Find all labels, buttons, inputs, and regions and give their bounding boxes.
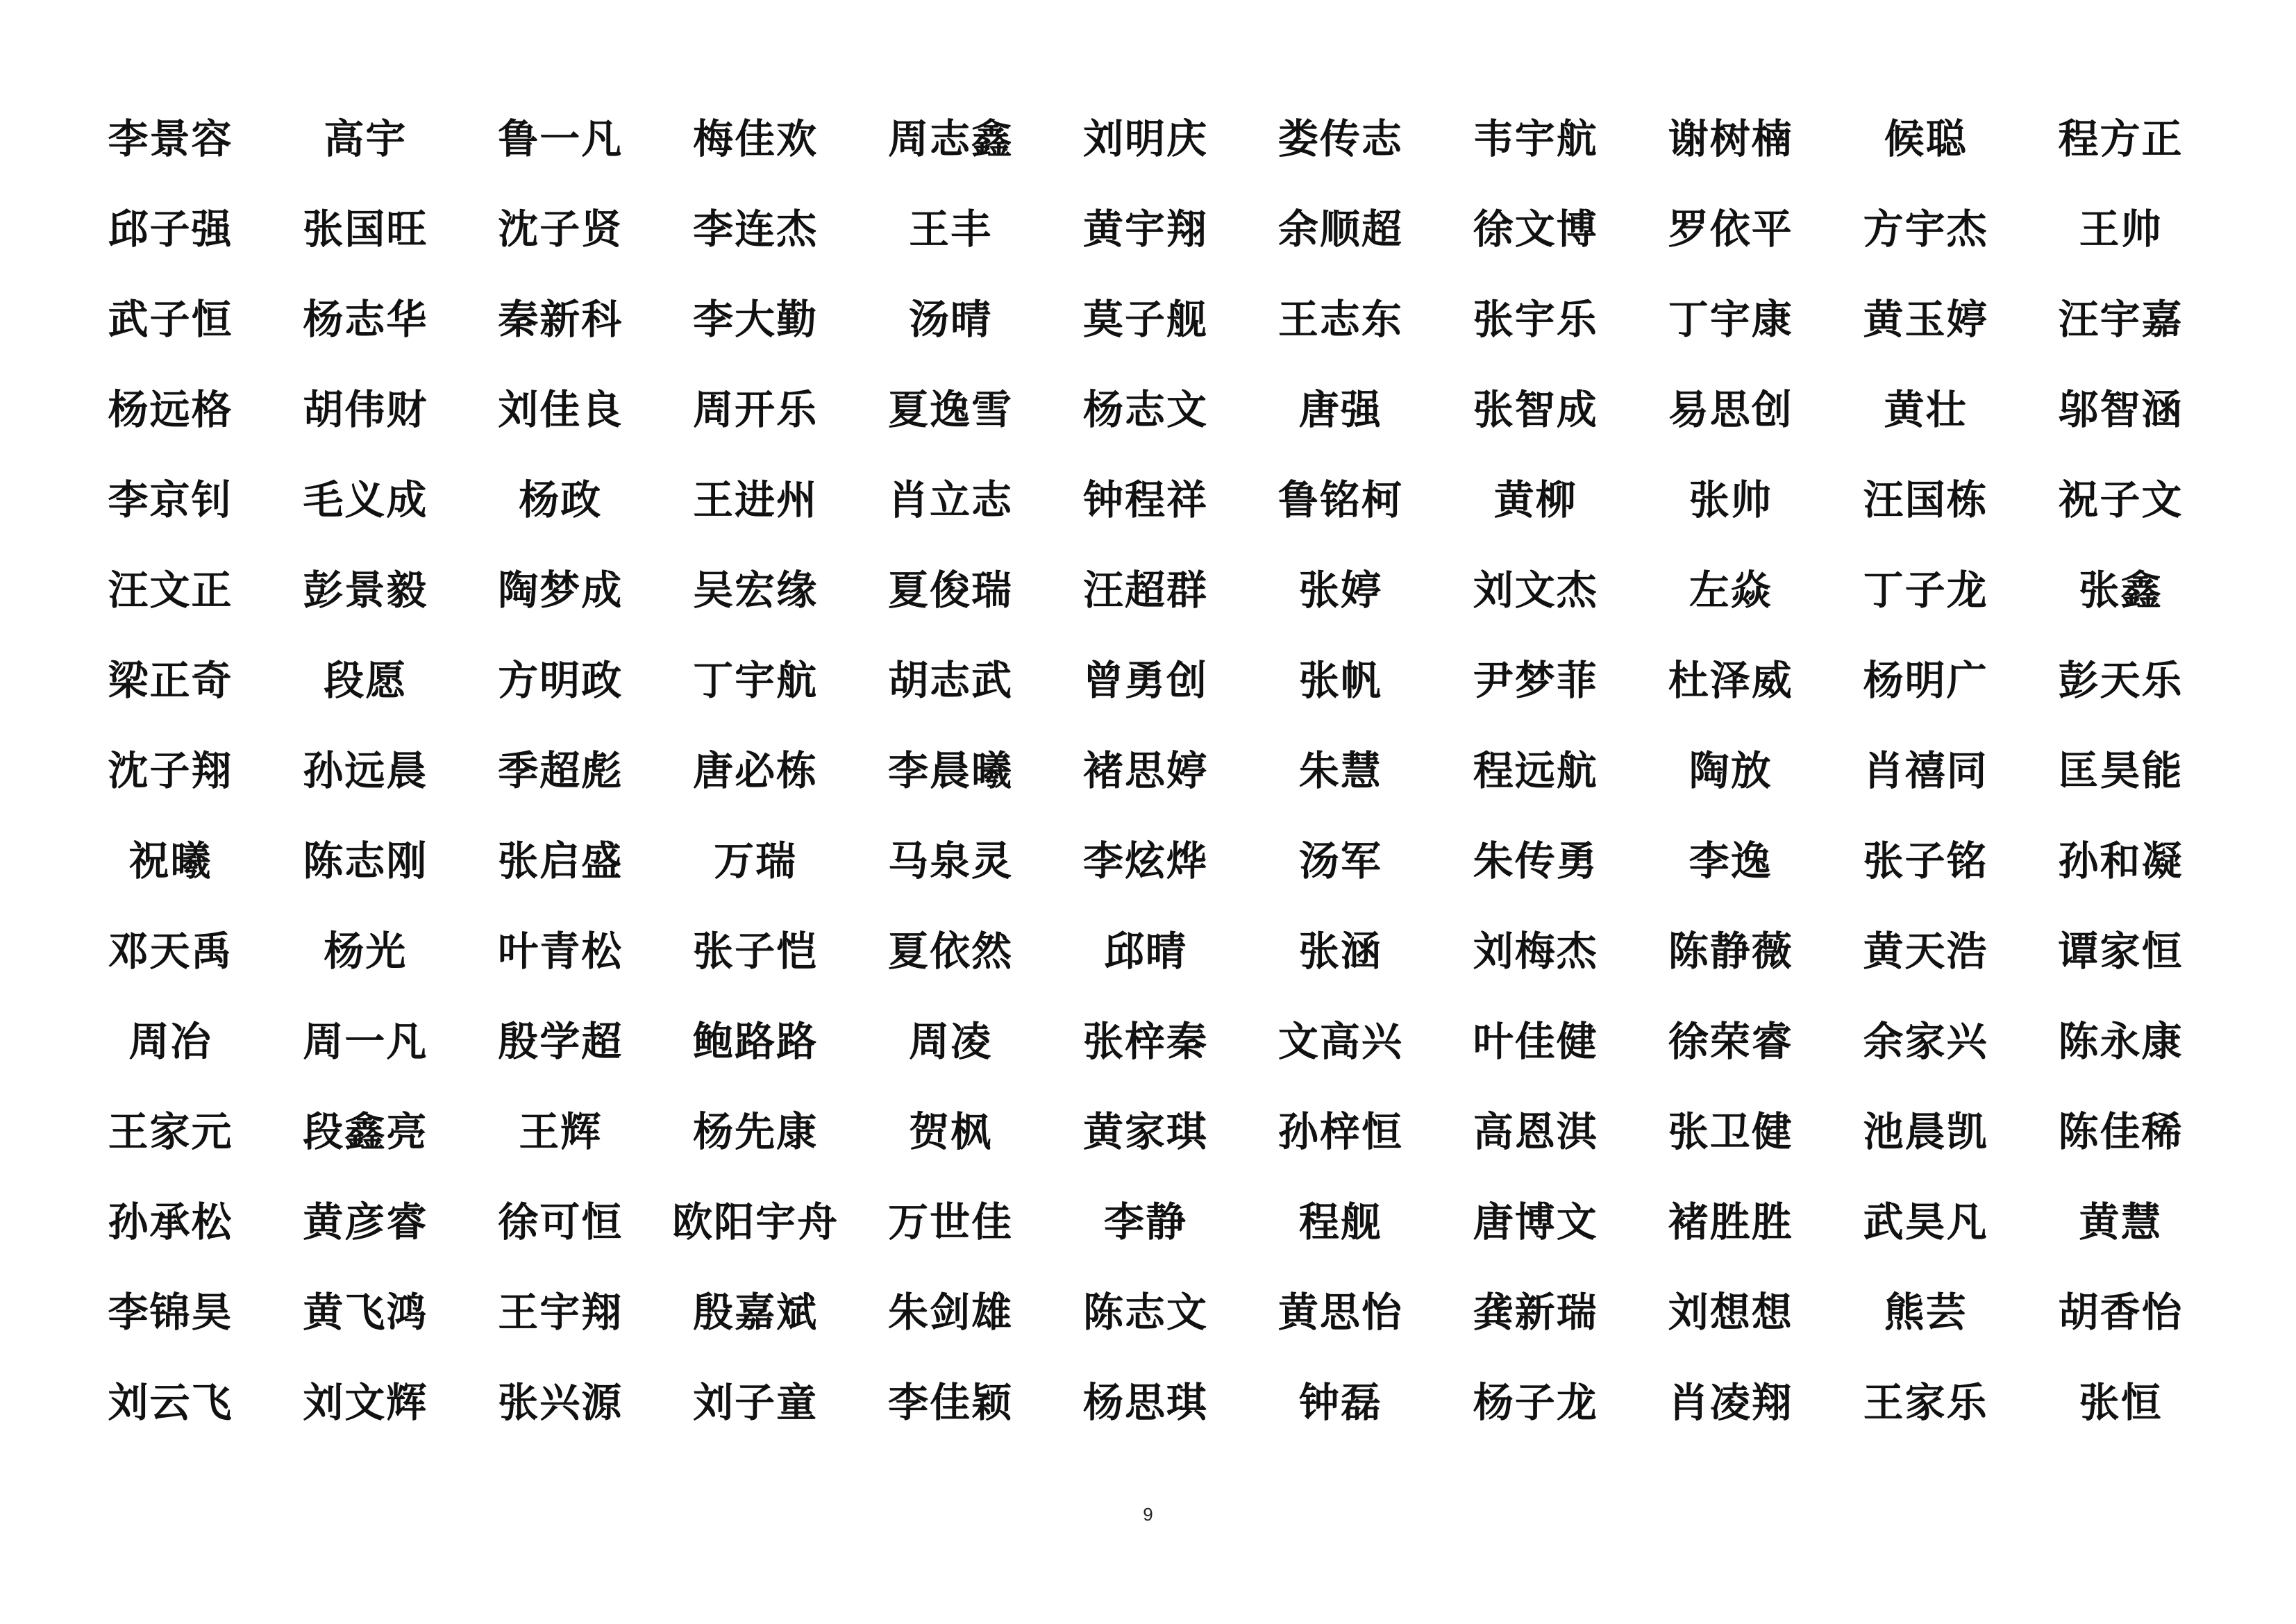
- name-cell: 黄柳: [1493, 476, 1577, 524]
- page-number: 9: [1143, 1504, 1153, 1525]
- name-cell: 汤军: [1298, 837, 1382, 885]
- name-cell: 刘梅杰: [1473, 928, 1598, 975]
- name-cell: 欧阳宇舟: [672, 1198, 839, 1246]
- name-cell: 谭家恒: [2058, 928, 2184, 975]
- name-cell: 程远航: [1473, 747, 1598, 794]
- name-cell: 张兴源: [498, 1379, 623, 1426]
- name-cell: 周志鑫: [888, 115, 1014, 162]
- name-cell: 杨子龙: [1473, 1379, 1598, 1426]
- name-cell: 方明政: [498, 657, 623, 704]
- name-cell: 熊芸: [1884, 1289, 1968, 1336]
- name-cell: 刘文杰: [1473, 567, 1598, 614]
- name-cell: 周一凡: [303, 1018, 428, 1065]
- name-cell: 丁宇航: [693, 657, 819, 704]
- name-cell: 刘云飞: [108, 1379, 233, 1426]
- name-cell: 毛义成: [303, 476, 428, 524]
- name-cell: 刘想想: [1668, 1289, 1793, 1336]
- name-cell: 钟程祥: [1082, 476, 1208, 524]
- name-cell: 匡昊能: [2058, 747, 2184, 794]
- name-cell: 鲍路路: [693, 1018, 819, 1065]
- names-table: [73, 90, 2218, 1444]
- name-cell: 唐必栋: [693, 747, 819, 794]
- name-cell: 鲁一凡: [498, 115, 623, 162]
- name-cell: 殷学超: [498, 1018, 623, 1065]
- name-cell: 朱传勇: [1473, 837, 1598, 885]
- name-cell: 祝曦: [128, 837, 212, 885]
- name-cell: 孙承松: [108, 1198, 233, 1246]
- name-cell: 朱慧: [1298, 747, 1382, 794]
- name-cell: 徐文博: [1473, 206, 1598, 253]
- name-cell: 易思创: [1668, 386, 1793, 433]
- name-cell: 钟磊: [1298, 1379, 1382, 1426]
- name-cell: 祝子文: [2058, 476, 2184, 524]
- name-cell: 邱子强: [108, 206, 233, 253]
- name-cell: 张帅: [1689, 476, 1773, 524]
- name-cell: 王家乐: [1863, 1379, 1988, 1426]
- name-cell: 万世佳: [888, 1198, 1014, 1246]
- name-cell: 左焱: [1689, 567, 1773, 614]
- name-cell: 黄彦睿: [303, 1198, 428, 1246]
- name-cell: 王辉: [519, 1108, 603, 1155]
- name-cell: 张宇乐: [1473, 296, 1598, 343]
- name-cell: 刘文辉: [303, 1379, 428, 1426]
- name-cell: 候聪: [1884, 115, 1968, 162]
- name-cell: 褚思婷: [1082, 747, 1208, 794]
- name-cell: 汪超群: [1082, 567, 1208, 614]
- name-cell: 胡香怡: [2058, 1289, 2184, 1336]
- name-cell: 丁子龙: [1863, 567, 1988, 614]
- name-cell: 张启盛: [498, 837, 623, 885]
- name-cell: 夏俊瑞: [888, 567, 1014, 614]
- name-cell: 万瑞: [714, 837, 798, 885]
- name-cell: 梁正奇: [108, 657, 233, 704]
- name-cell: 张智成: [1473, 386, 1598, 433]
- name-cell: 程舰: [1298, 1198, 1382, 1246]
- name-cell: 肖立志: [888, 476, 1014, 524]
- name-cell: 张涵: [1298, 928, 1382, 975]
- name-cell: 方宇杰: [1863, 206, 1988, 253]
- name-cell: 孙远晨: [303, 747, 428, 794]
- name-cell: 韦宇航: [1473, 115, 1598, 162]
- name-cell: 陈志文: [1082, 1289, 1208, 1336]
- name-cell: 周开乐: [693, 386, 819, 433]
- name-cell: 李逸: [1689, 837, 1773, 885]
- name-cell: 沈子贤: [498, 206, 623, 253]
- name-cell: 黄家琪: [1082, 1108, 1208, 1155]
- name-cell: 孙梓恒: [1277, 1108, 1403, 1155]
- name-cell: 汪文正: [108, 567, 233, 614]
- name-cell: 黄天浩: [1863, 928, 1988, 975]
- name-cell: 沈子翔: [108, 747, 233, 794]
- name-cell: 余顺超: [1277, 206, 1403, 253]
- name-cell: 黄玉婷: [1863, 296, 1988, 343]
- name-cell: 胡志武: [888, 657, 1014, 704]
- name-cell: 武子恒: [108, 296, 233, 343]
- name-cell: 程方正: [2058, 115, 2184, 162]
- name-cell: 李景容: [108, 115, 233, 162]
- name-cell: 杜泽威: [1668, 657, 1793, 704]
- name-cell: 王丰: [909, 206, 993, 253]
- name-cell: 马泉灵: [888, 837, 1014, 885]
- name-cell: 李锦昊: [108, 1289, 233, 1336]
- name-cell: 陶放: [1689, 747, 1773, 794]
- name-cell: 娄传志: [1277, 115, 1403, 162]
- name-cell: 杨远格: [108, 386, 233, 433]
- name-cell: 鲁铭柯: [1277, 476, 1403, 524]
- name-cell: 张卫健: [1668, 1108, 1793, 1155]
- name-cell: 刘子童: [693, 1379, 819, 1426]
- name-cell: 汤晴: [909, 296, 993, 343]
- name-cell: 朱剑雄: [888, 1289, 1014, 1336]
- name-cell: 徐可恒: [498, 1198, 623, 1246]
- name-cell: 陶梦成: [498, 567, 623, 614]
- name-cell: 罗依平: [1668, 206, 1793, 253]
- name-cell: 刘明庆: [1082, 115, 1208, 162]
- name-cell: 肖禧同: [1863, 747, 1988, 794]
- name-cell: 杨思琪: [1082, 1379, 1208, 1426]
- name-cell: 贺枫: [909, 1108, 993, 1155]
- name-cell: 张国旺: [303, 206, 428, 253]
- name-cell: 杨政: [519, 476, 603, 524]
- name-cell: 黄壮: [1884, 386, 1968, 433]
- name-cell: 张婷: [1298, 567, 1382, 614]
- name-cell: 李晨曦: [888, 747, 1014, 794]
- name-cell: 肖凌翔: [1668, 1379, 1793, 1426]
- name-cell: 李佳颖: [888, 1379, 1014, 1426]
- name-cell: 周凌: [909, 1018, 993, 1065]
- name-cell: 褚胜胜: [1668, 1198, 1793, 1246]
- name-cell: 杨明广: [1863, 657, 1988, 704]
- name-cell: 张鑫: [2079, 567, 2163, 614]
- name-cell: 夏依然: [888, 928, 1014, 975]
- name-cell: 黄慧: [2079, 1198, 2163, 1246]
- name-cell: 王志东: [1277, 296, 1403, 343]
- name-cell: 张帆: [1298, 657, 1382, 704]
- name-cell: 汪宇嘉: [2058, 296, 2184, 343]
- name-cell: 李连杰: [693, 206, 819, 253]
- name-cell: 彭景毅: [303, 567, 428, 614]
- name-cell: 孙和凝: [2058, 837, 2184, 885]
- name-cell: 梅佳欢: [693, 115, 819, 162]
- name-cell: 夏逸雪: [888, 386, 1014, 433]
- name-cell: 陈志刚: [303, 837, 428, 885]
- name-cell: 季超彪: [498, 747, 623, 794]
- name-cell: 陈佳稀: [2058, 1108, 2184, 1155]
- name-cell: 莫子舰: [1082, 296, 1208, 343]
- name-cell: 邓天禹: [108, 928, 233, 975]
- name-cell: 殷嘉斌: [693, 1289, 819, 1336]
- name-cell: 刘佳良: [498, 386, 623, 433]
- name-cell: 曾勇创: [1082, 657, 1208, 704]
- name-cell: 龚新瑞: [1473, 1289, 1598, 1336]
- name-cell: 彭天乐: [2058, 657, 2184, 704]
- name-cell: 唐强: [1298, 386, 1382, 433]
- name-cell: 尹梦菲: [1473, 657, 1598, 704]
- name-cell: 文高兴: [1277, 1018, 1403, 1065]
- name-cell: 秦新科: [498, 296, 623, 343]
- name-cell: 徐荣睿: [1668, 1018, 1793, 1065]
- name-cell: 叶佳健: [1473, 1018, 1598, 1065]
- name-cell: 王宇翔: [498, 1289, 623, 1336]
- name-cell: 黄飞鸿: [303, 1289, 428, 1336]
- name-cell: 胡伟财: [303, 386, 428, 433]
- name-cell: 王家元: [108, 1108, 233, 1155]
- name-cell: 汪国栋: [1863, 476, 1988, 524]
- name-cell: 邱晴: [1103, 928, 1187, 975]
- name-cell: 池晨凯: [1863, 1108, 1988, 1155]
- name-cell: 余家兴: [1863, 1018, 1988, 1065]
- name-cell: 陈静薇: [1668, 928, 1793, 975]
- name-cell: 杨志文: [1082, 386, 1208, 433]
- name-cell: 段鑫亮: [303, 1108, 428, 1155]
- name-cell: 高恩淇: [1473, 1108, 1598, 1155]
- name-cell: 黄宇翔: [1082, 206, 1208, 253]
- name-cell: 谢树楠: [1668, 115, 1793, 162]
- name-cell: 陈永康: [2058, 1018, 2184, 1065]
- name-cell: 杨志华: [303, 296, 428, 343]
- name-cell: 张子铭: [1863, 837, 1988, 885]
- name-cell: 王帅: [2079, 206, 2163, 253]
- name-cell: 高宇: [324, 115, 408, 162]
- name-cell: 叶青松: [498, 928, 623, 975]
- name-cell: 杨光: [324, 928, 408, 975]
- name-cell: 周冶: [128, 1018, 212, 1065]
- name-cell: 张子恺: [693, 928, 819, 975]
- name-cell: 王进州: [693, 476, 819, 524]
- name-cell: 黄思怡: [1277, 1289, 1403, 1336]
- name-cell: 段愿: [324, 657, 408, 704]
- name-cell: 李静: [1103, 1198, 1187, 1246]
- name-cell: 张梓秦: [1082, 1018, 1208, 1065]
- name-cell: 武昊凡: [1863, 1198, 1988, 1246]
- name-cell: 丁宇康: [1668, 296, 1793, 343]
- name-cell: 李炫烨: [1082, 837, 1208, 885]
- name-cell: 李京钊: [108, 476, 233, 524]
- name-cell: 杨先康: [693, 1108, 819, 1155]
- name-cell: 吴宏缘: [693, 567, 819, 614]
- name-cell: 李大勤: [693, 296, 819, 343]
- name-cell: 邬智涵: [2058, 386, 2184, 433]
- name-cell: 唐博文: [1473, 1198, 1598, 1246]
- name-cell: 张恒: [2079, 1379, 2163, 1426]
